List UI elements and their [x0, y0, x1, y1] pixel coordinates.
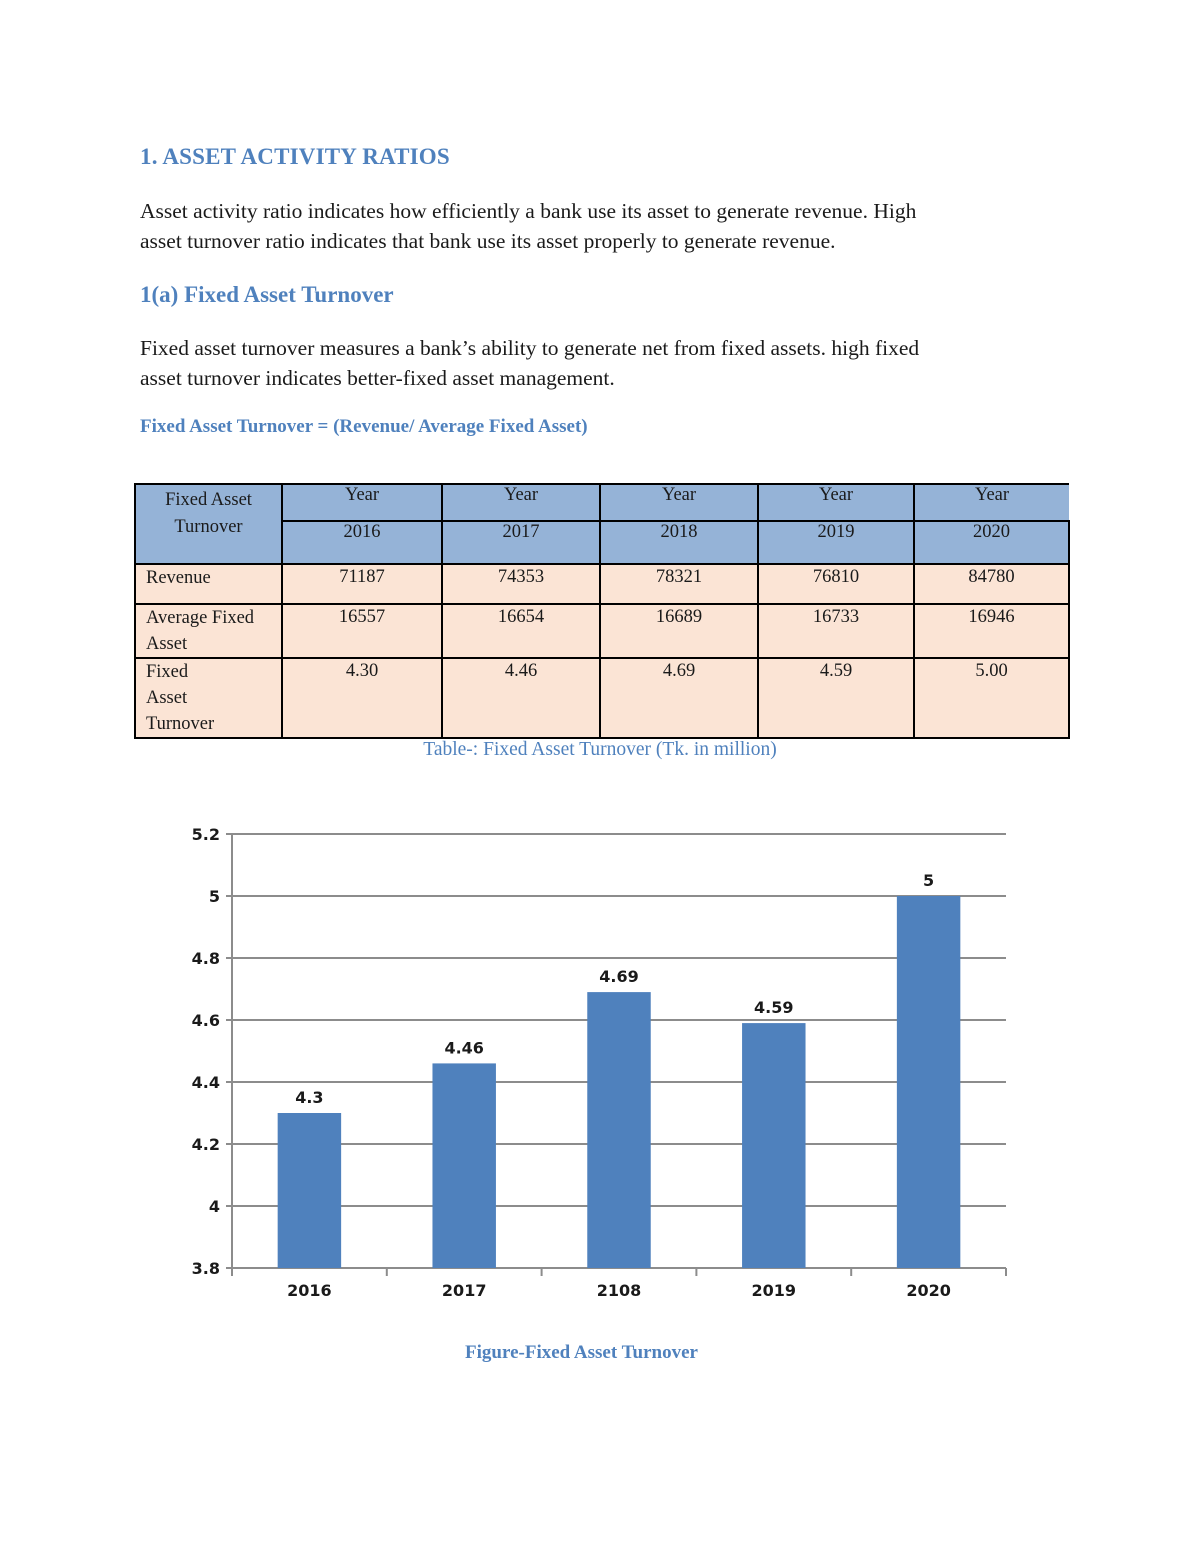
- table-cell: 74353: [442, 564, 600, 604]
- fixed-asset-turnover-chart: [0, 800, 1200, 1320]
- table-year-2019: 2019: [758, 521, 914, 564]
- fixed-asset-turnover-table: [134, 483, 1070, 739]
- data-label: 5: [923, 871, 935, 890]
- bar: [897, 896, 960, 1268]
- y-tick-label: 5.2: [191, 825, 220, 844]
- table-year-header: Year: [282, 484, 442, 521]
- table-cell: 4.59: [758, 658, 914, 738]
- table-year-header: Year: [442, 484, 600, 521]
- table-row: [135, 658, 1069, 738]
- data-label: 4.59: [754, 998, 794, 1018]
- data-label: 4.69: [599, 967, 639, 987]
- x-tick-label: 2108: [596, 1281, 642, 1300]
- table-year-header: Year: [758, 484, 914, 521]
- y-tick-label: 4.2: [191, 1135, 220, 1154]
- table-year-header: Year: [914, 484, 1069, 521]
- table-year-2016: 2016: [282, 521, 442, 564]
- intro-line-2: asset turnover ratio indicates that bank use its asset properly to generate revenue.: [140, 229, 836, 253]
- x-tick-label: 2019: [751, 1281, 797, 1300]
- y-tick-label: 3.8: [191, 1259, 220, 1278]
- row-label-average-fixed-asset: Average Fixed Asset: [135, 604, 282, 658]
- table-year-2018: 2018: [600, 521, 758, 564]
- row-label-fixed-asset-turnover: Fixed Asset Turnover: [135, 658, 282, 738]
- subsection-heading: 1(a) Fixed Asset Turnover: [140, 282, 394, 307]
- bar: [278, 1113, 341, 1268]
- y-tick-label: 5: [208, 887, 220, 906]
- description-line-2: asset turnover indicates better-fixed asset management.: [140, 366, 615, 390]
- y-tick-label: 4.4: [191, 1073, 220, 1092]
- description-paragraph: [140, 333, 1040, 393]
- description-line-1: Fixed asset turnover measures a bank’s ability to generate net from fixed assets. high fixed: [140, 336, 920, 360]
- formula: Fixed Asset Turnover = (Revenue/ Average Fixed Asset): [140, 416, 588, 437]
- table-year-header: Year: [600, 484, 758, 521]
- table-cell: 16733: [758, 604, 914, 658]
- y-tick-label: 4: [208, 1197, 220, 1216]
- intro-paragraph: [140, 196, 1040, 256]
- data-label: 4.46: [444, 1038, 484, 1058]
- table-cell: 16946: [914, 604, 1069, 658]
- data-label: 4.3: [295, 1088, 324, 1107]
- table-cell: 16689: [600, 604, 758, 658]
- table-cell: 4.69: [600, 658, 758, 738]
- table-year-2020: 2020: [914, 521, 1069, 564]
- intro-line-1: Asset activity ratio indicates how efficiently a bank use its asset to generate revenue. High: [140, 199, 917, 223]
- table-corner-label: Fixed Asset Turnover: [135, 484, 282, 564]
- table-cell: 84780: [914, 564, 1069, 604]
- bar: [432, 1063, 495, 1268]
- x-tick-label: 2017: [441, 1281, 487, 1300]
- x-tick-label: 2020: [906, 1281, 951, 1300]
- bar: [587, 992, 650, 1268]
- table-cell: 76810: [758, 564, 914, 604]
- table-cell: 4.30: [282, 658, 442, 738]
- table-cell: 71187: [282, 564, 442, 604]
- table-cell: 78321: [600, 564, 758, 604]
- table-year-2017: 2017: [442, 521, 600, 564]
- section-heading: 1. ASSET ACTIVITY RATIOS: [140, 144, 450, 169]
- figure-caption: Figure-Fixed Asset Turnover: [465, 1342, 698, 1363]
- y-tick-label: 4.8: [191, 949, 220, 968]
- y-tick-label: 4.6: [191, 1011, 220, 1030]
- table-cell: 16557: [282, 604, 442, 658]
- table-caption: Table-: Fixed Asset Turnover (Tk. in million): [423, 739, 777, 760]
- table-cell: 5.00: [914, 658, 1069, 738]
- table-cell: 4.46: [442, 658, 600, 738]
- x-tick-label: 2016: [287, 1281, 332, 1300]
- bar: [742, 1023, 805, 1268]
- row-label-revenue: Revenue: [135, 564, 282, 604]
- table-row: [135, 604, 1069, 658]
- table-row: [135, 564, 1069, 604]
- table-cell: 16654: [442, 604, 600, 658]
